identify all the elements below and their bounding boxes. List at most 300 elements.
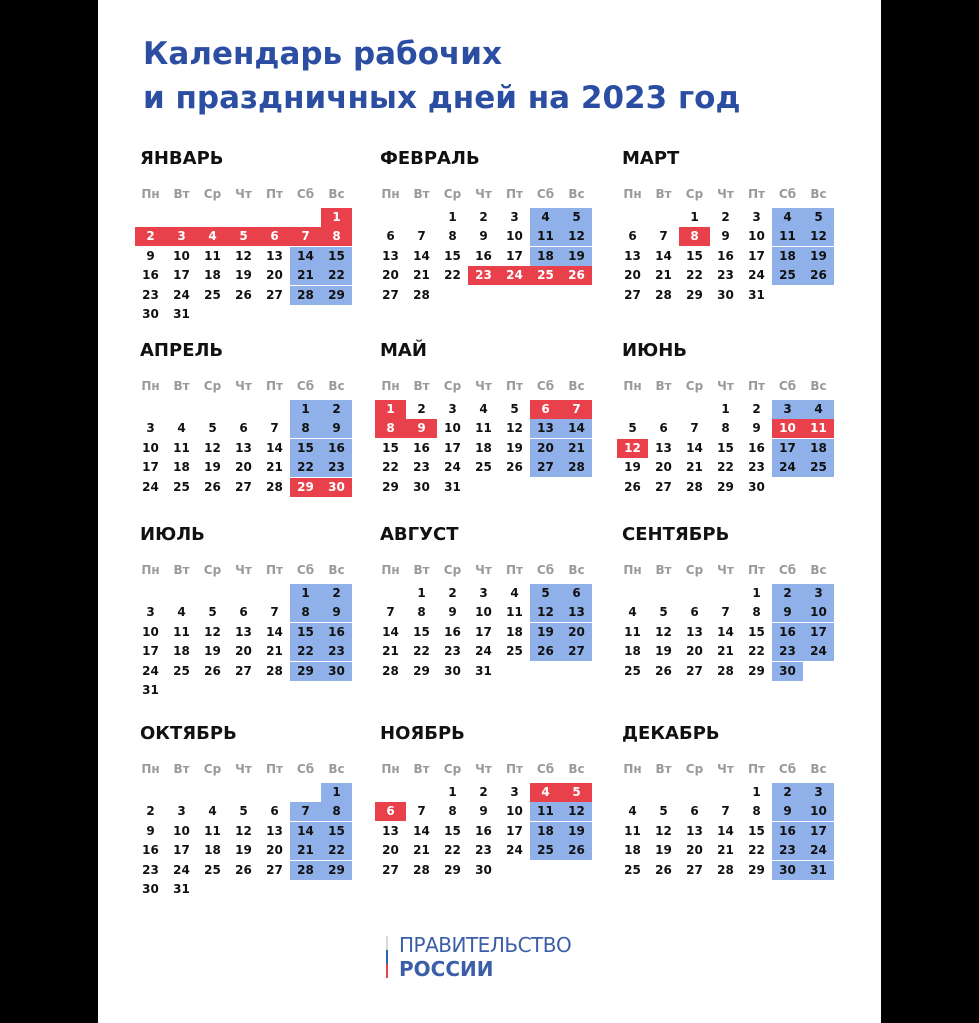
day-cell: 20 <box>686 644 703 659</box>
day-cell: 11 <box>530 802 561 821</box>
weekday-header: Пн <box>141 187 160 201</box>
day-cell: 9 <box>479 229 488 244</box>
day-cell: 3 <box>177 804 186 819</box>
day-cell: 15 <box>748 624 765 639</box>
day-cell: 23 <box>321 642 352 661</box>
day-cell: 30 <box>142 882 159 896</box>
day-cell: 10 <box>803 603 834 622</box>
day-cell: 20 <box>530 439 561 458</box>
day-cell: 23 <box>142 287 159 302</box>
day-cell: 19 <box>235 843 252 858</box>
day-cell: 22 <box>748 843 765 858</box>
weekday-header: Чт <box>475 187 492 201</box>
day-cell: 22 <box>717 460 734 475</box>
day-cell: 26 <box>655 663 672 678</box>
day-cell: 13 <box>266 823 283 838</box>
month-name: ИЮНЬ <box>622 340 687 361</box>
day-cell: 28 <box>413 862 430 877</box>
day-cell: 16 <box>748 440 765 455</box>
day-cell: 10 <box>142 624 159 639</box>
weekday-header: Ср <box>203 379 222 393</box>
day-cell: 24 <box>142 663 159 678</box>
day-cell: 16 <box>142 843 159 858</box>
day-cell: 22 <box>321 841 352 860</box>
day-cell: 21 <box>290 841 321 860</box>
day-cell: 25 <box>475 460 492 475</box>
day-cell: 7 <box>290 802 321 821</box>
day-cell: 14 <box>717 823 734 838</box>
day-cell: 22 <box>290 642 321 661</box>
day-cell: 25 <box>624 862 641 877</box>
day-cell: 22 <box>748 644 765 659</box>
weekday-header: Вс <box>568 563 585 577</box>
day-cell: 22 <box>686 268 703 283</box>
day-cell: 25 <box>530 266 561 285</box>
day-cell: 15 <box>321 822 352 841</box>
day-cell: 1 <box>752 785 761 799</box>
day-cell: 11 <box>204 248 221 263</box>
day-cell: 1 <box>417 586 426 600</box>
day-cell: 17 <box>772 439 803 458</box>
day-cell: 8 <box>448 804 457 819</box>
day-cell: 23 <box>717 268 734 283</box>
day-cell: 7 <box>721 804 730 819</box>
day-cell: 2 <box>772 783 803 802</box>
day-cell: 15 <box>382 440 399 455</box>
weekday-header: Пн <box>141 762 160 776</box>
day-cell: 18 <box>772 247 803 266</box>
day-cell: 13 <box>561 603 592 622</box>
day-cell: 15 <box>444 248 461 263</box>
weekday-header: Пн <box>623 379 642 393</box>
day-cell: 24 <box>444 460 461 475</box>
month-name: НОЯБРЬ <box>380 723 465 744</box>
weekday-header: Ср <box>685 187 704 201</box>
day-cell: 2 <box>479 785 488 799</box>
weekday-header: Вт <box>655 762 672 776</box>
day-cell: 21 <box>413 268 430 283</box>
day-cell: 12 <box>561 802 592 821</box>
day-cell: 6 <box>386 229 395 244</box>
day-cell: 27 <box>266 287 283 302</box>
day-cell: 17 <box>142 460 159 475</box>
day-cell: 28 <box>686 479 703 494</box>
day-cell: 8 <box>417 605 426 620</box>
weekday-header: Пт <box>506 563 523 577</box>
day-cell: 3 <box>448 402 457 416</box>
day-cell: 12 <box>506 421 523 436</box>
month-name: МАРТ <box>622 148 680 169</box>
day-cell: 21 <box>655 268 672 283</box>
day-cell: 29 <box>413 663 430 678</box>
day-cell: 29 <box>748 862 765 877</box>
weekday-header: Вс <box>810 187 827 201</box>
day-cell: 19 <box>803 247 834 266</box>
logo-line-1: ПРАВИТЕЛЬСТВО <box>399 933 572 957</box>
day-cell: 8 <box>321 227 352 246</box>
weekday-header: Чт <box>235 762 252 776</box>
day-cell: 18 <box>475 440 492 455</box>
day-cell: 24 <box>803 642 834 661</box>
title-line-1: Календарь рабочих <box>143 36 502 72</box>
day-cell: 23 <box>772 642 803 661</box>
day-cell: 3 <box>803 783 834 802</box>
weekday-header: Вс <box>568 187 585 201</box>
weekday-header: Вс <box>810 563 827 577</box>
day-cell: 24 <box>499 266 530 285</box>
day-cell: 14 <box>382 624 399 639</box>
day-cell: 20 <box>624 268 641 283</box>
weekday-header: Вт <box>655 379 672 393</box>
day-cell: 11 <box>803 419 834 438</box>
day-cell: 11 <box>204 823 221 838</box>
day-cell: 20 <box>266 268 283 283</box>
day-cell: 1 <box>321 208 352 227</box>
day-cell: 14 <box>686 440 703 455</box>
day-cell: 30 <box>475 862 492 877</box>
day-cell: 9 <box>146 823 155 838</box>
day-cell: 12 <box>204 624 221 639</box>
day-cell: 17 <box>803 623 834 642</box>
day-cell: 26 <box>235 862 252 877</box>
weekday-header: Вт <box>173 187 190 201</box>
day-cell: 27 <box>530 458 561 477</box>
weekday-header: Пт <box>266 187 283 201</box>
day-cell: 5 <box>803 208 834 227</box>
day-cell: 2 <box>321 400 352 419</box>
day-cell: 27 <box>382 287 399 302</box>
weekday-header: Ср <box>203 563 222 577</box>
day-cell: 11 <box>173 440 190 455</box>
day-cell: 3 <box>510 785 519 799</box>
day-cell: 24 <box>748 268 765 283</box>
day-cell: 26 <box>655 862 672 877</box>
day-cell: 30 <box>142 307 159 321</box>
weekday-header: Вс <box>328 762 345 776</box>
day-cell: 7 <box>417 804 426 819</box>
day-cell: 30 <box>748 479 765 494</box>
day-cell: 23 <box>444 644 461 659</box>
day-cell: 8 <box>375 419 406 438</box>
day-cell: 4 <box>530 208 561 227</box>
day-cell: 9 <box>752 421 761 436</box>
day-cell: 20 <box>655 460 672 475</box>
day-cell: 21 <box>290 266 321 285</box>
day-cell: 16 <box>142 268 159 283</box>
weekday-header: Сб <box>536 762 555 776</box>
day-cell: 5 <box>228 227 259 246</box>
weekday-header: Чт <box>717 379 734 393</box>
day-cell: 8 <box>290 603 321 622</box>
russian-flag-icon <box>386 936 388 978</box>
day-cell: 4 <box>628 605 637 620</box>
day-cell: 6 <box>375 802 406 821</box>
day-cell: 13 <box>382 248 399 263</box>
day-cell: 24 <box>506 843 523 858</box>
day-cell: 4 <box>177 421 186 436</box>
day-cell: 7 <box>690 421 699 436</box>
day-cell: 5 <box>530 584 561 603</box>
weekday-header: Пн <box>381 187 400 201</box>
day-cell: 3 <box>479 586 488 600</box>
day-cell: 1 <box>448 785 457 799</box>
month-name: ОКТЯБРЬ <box>140 723 237 744</box>
day-cell: 13 <box>624 248 641 263</box>
day-cell: 10 <box>748 229 765 244</box>
day-cell: 28 <box>290 861 321 880</box>
day-cell: 19 <box>624 460 641 475</box>
weekday-header: Пт <box>506 187 523 201</box>
weekday-header: Сб <box>296 379 315 393</box>
day-cell: 22 <box>290 458 321 477</box>
day-cell: 8 <box>321 802 352 821</box>
day-cell: 24 <box>475 644 492 659</box>
day-cell: 14 <box>561 419 592 438</box>
weekday-header: Сб <box>296 187 315 201</box>
month-name: ЯНВАРЬ <box>140 148 224 169</box>
day-cell: 21 <box>413 843 430 858</box>
day-cell: 14 <box>266 440 283 455</box>
day-cell: 11 <box>772 227 803 246</box>
weekday-header: Вт <box>173 762 190 776</box>
day-cell: 25 <box>204 287 221 302</box>
day-cell: 27 <box>624 287 641 302</box>
day-cell: 7 <box>721 605 730 620</box>
day-cell: 29 <box>686 287 703 302</box>
day-cell: 2 <box>321 584 352 603</box>
weekday-header: Вт <box>413 762 430 776</box>
day-cell: 6 <box>239 421 248 436</box>
weekday-header: Вс <box>328 563 345 577</box>
day-cell: 15 <box>717 440 734 455</box>
day-cell: 10 <box>803 802 834 821</box>
day-cell: 28 <box>413 287 430 302</box>
day-cell: 15 <box>444 823 461 838</box>
day-cell: 12 <box>530 603 561 622</box>
day-cell: 4 <box>177 605 186 620</box>
day-cell: 7 <box>270 605 279 620</box>
weekday-header: Пт <box>748 187 765 201</box>
day-cell: 14 <box>290 822 321 841</box>
day-cell: 1 <box>721 402 730 416</box>
day-cell: 23 <box>413 460 430 475</box>
day-cell: 21 <box>266 644 283 659</box>
day-cell: 18 <box>624 644 641 659</box>
weekday-header: Вт <box>413 563 430 577</box>
day-cell: 6 <box>259 227 290 246</box>
day-cell: 11 <box>475 421 492 436</box>
day-cell: 1 <box>321 783 352 802</box>
day-cell: 13 <box>686 624 703 639</box>
day-cell: 28 <box>655 287 672 302</box>
weekday-header: Пн <box>623 563 642 577</box>
day-cell: 10 <box>506 229 523 244</box>
day-cell: 21 <box>266 460 283 475</box>
day-cell: 29 <box>444 862 461 877</box>
weekday-header: Пт <box>748 762 765 776</box>
day-cell: 9 <box>721 229 730 244</box>
day-cell: 4 <box>197 227 228 246</box>
weekday-header: Вс <box>810 762 827 776</box>
day-cell: 16 <box>475 823 492 838</box>
day-cell: 14 <box>413 248 430 263</box>
day-cell: 11 <box>530 227 561 246</box>
day-cell: 30 <box>772 662 803 681</box>
day-cell: 5 <box>510 402 519 416</box>
day-cell: 16 <box>413 440 430 455</box>
weekday-header: Вс <box>568 379 585 393</box>
weekday-header: Чт <box>717 187 734 201</box>
day-cell: 17 <box>803 822 834 841</box>
day-cell: 10 <box>475 605 492 620</box>
day-cell: 19 <box>655 843 672 858</box>
day-cell: 27 <box>561 642 592 661</box>
day-cell: 15 <box>686 248 703 263</box>
weekday-header: Вт <box>413 187 430 201</box>
day-cell: 25 <box>204 862 221 877</box>
day-cell: 16 <box>772 623 803 642</box>
day-cell: 5 <box>628 421 637 436</box>
day-cell: 3 <box>510 210 519 224</box>
day-cell: 2 <box>752 402 761 416</box>
day-cell: 5 <box>659 605 668 620</box>
day-cell: 7 <box>270 421 279 436</box>
weekday-header: Сб <box>778 762 797 776</box>
day-cell: 2 <box>721 210 730 224</box>
day-cell: 29 <box>748 663 765 678</box>
weekday-header: Пт <box>748 563 765 577</box>
day-cell: 8 <box>290 419 321 438</box>
day-cell: 6 <box>628 229 637 244</box>
day-cell: 2 <box>479 210 488 224</box>
day-cell: 31 <box>173 882 190 896</box>
day-cell: 24 <box>173 862 190 877</box>
day-cell: 13 <box>530 419 561 438</box>
weekday-header: Пн <box>623 187 642 201</box>
day-cell: 27 <box>382 862 399 877</box>
day-cell: 31 <box>748 287 765 302</box>
title-line-2: и праздничных дней на 2023 год <box>143 80 741 116</box>
day-cell: 6 <box>659 421 668 436</box>
day-cell: 3 <box>146 421 155 436</box>
day-cell: 23 <box>772 841 803 860</box>
day-cell: 30 <box>444 663 461 678</box>
day-cell: 11 <box>624 823 641 838</box>
day-cell: 9 <box>406 419 437 438</box>
day-cell: 18 <box>173 460 190 475</box>
day-cell: 6 <box>561 584 592 603</box>
day-cell: 14 <box>266 624 283 639</box>
day-cell: 9 <box>321 419 352 438</box>
day-cell: 1 <box>290 584 321 603</box>
day-cell: 26 <box>235 287 252 302</box>
weekday-header: Чт <box>235 379 252 393</box>
day-cell: 3 <box>772 400 803 419</box>
day-cell: 21 <box>561 439 592 458</box>
day-cell: 17 <box>173 843 190 858</box>
month-name: СЕНТЯБРЬ <box>622 524 730 545</box>
weekday-header: Сб <box>536 379 555 393</box>
day-cell: 6 <box>690 605 699 620</box>
weekday-header: Ср <box>685 379 704 393</box>
day-cell: 17 <box>748 248 765 263</box>
weekday-header: Ср <box>443 187 462 201</box>
day-cell: 23 <box>468 266 499 285</box>
day-cell: 12 <box>235 248 252 263</box>
day-cell: 9 <box>772 802 803 821</box>
day-cell: 10 <box>772 419 803 438</box>
day-cell: 25 <box>624 663 641 678</box>
day-cell: 12 <box>204 440 221 455</box>
weekday-header: Пт <box>748 379 765 393</box>
day-cell: 30 <box>717 287 734 302</box>
day-cell: 18 <box>530 822 561 841</box>
day-cell: 18 <box>624 843 641 858</box>
day-cell: 6 <box>270 804 279 819</box>
day-cell: 17 <box>173 268 190 283</box>
logo-line-2: РОССИИ <box>399 957 494 981</box>
day-cell: 3 <box>146 605 155 620</box>
day-cell: 10 <box>142 440 159 455</box>
day-cell: 27 <box>686 862 703 877</box>
day-cell: 7 <box>561 400 592 419</box>
day-cell: 7 <box>386 605 395 620</box>
weekday-header: Вс <box>328 187 345 201</box>
day-cell: 26 <box>204 663 221 678</box>
month-name: ИЮЛЬ <box>140 524 205 545</box>
day-cell: 7 <box>417 229 426 244</box>
day-cell: 22 <box>382 460 399 475</box>
day-cell: 28 <box>266 479 283 494</box>
day-cell: 13 <box>235 440 252 455</box>
day-cell: 23 <box>748 460 765 475</box>
day-cell: 16 <box>717 248 734 263</box>
day-cell: 1 <box>752 586 761 600</box>
weekday-header: Ср <box>443 563 462 577</box>
day-cell: 31 <box>173 307 190 321</box>
day-cell: 21 <box>382 644 399 659</box>
weekday-header: Ср <box>203 762 222 776</box>
weekday-header: Вт <box>173 563 190 577</box>
day-cell: 9 <box>146 248 155 263</box>
weekday-header: Сб <box>296 563 315 577</box>
day-cell: 9 <box>479 804 488 819</box>
day-cell: 23 <box>142 862 159 877</box>
day-cell: 30 <box>321 662 352 681</box>
weekday-header: Сб <box>778 187 797 201</box>
day-cell: 24 <box>803 841 834 860</box>
day-cell: 13 <box>686 823 703 838</box>
day-cell: 1 <box>290 400 321 419</box>
day-cell: 6 <box>239 605 248 620</box>
weekday-header: Сб <box>536 563 555 577</box>
day-cell: 16 <box>772 822 803 841</box>
day-cell: 19 <box>561 822 592 841</box>
weekday-header: Чт <box>475 379 492 393</box>
weekday-header: Вс <box>810 379 827 393</box>
day-cell: 1 <box>375 400 406 419</box>
day-cell: 19 <box>235 268 252 283</box>
day-cell: 18 <box>803 439 834 458</box>
day-cell: 28 <box>382 663 399 678</box>
day-cell: 15 <box>290 439 321 458</box>
day-cell: 1 <box>690 210 699 224</box>
day-cell: 26 <box>803 266 834 285</box>
day-cell: 12 <box>655 624 672 639</box>
day-cell: 18 <box>204 843 221 858</box>
day-cell: 31 <box>444 479 461 494</box>
day-cell: 1 <box>448 210 457 224</box>
